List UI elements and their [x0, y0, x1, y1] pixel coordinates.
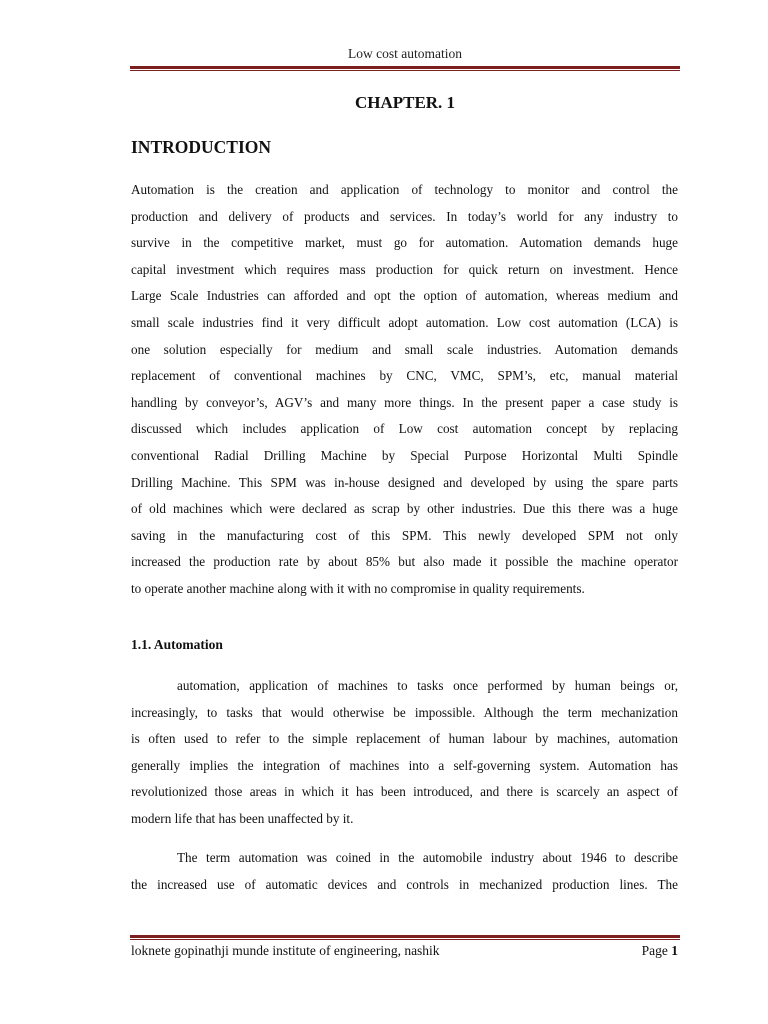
page-label: Page [641, 943, 672, 958]
text-line: replacement of conventional machines by CNC, VMC, SPM’s, etc, manual material [131, 368, 678, 384]
text-line: saving in the manufacturing cost of this SPM. This newly developed SPM not only [131, 527, 678, 543]
text-line: Automation is the creation and application of technology to monitor and control the [131, 182, 678, 197]
page-number [642, 943, 678, 959]
page-number-value: 1 [671, 943, 678, 958]
text-line: to operate another machine along with it with no compromise in quality requirements. [131, 580, 585, 596]
text-line: is often used to refer to the simple replacement of human labour by machines, automation [131, 731, 678, 747]
text-line: handling by conveyor’s, AGV’s and many more things. In the present paper a case study is [131, 394, 678, 410]
text-line: one solution especially for medium and small scale industries. Automation demands [131, 341, 678, 357]
text-line: production and delivery of products and services. In today’s world for any industry to [131, 208, 678, 224]
text-line: modern life that has been unaffected by it. [131, 810, 354, 826]
paragraph-introduction [131, 177, 678, 603]
chapter-title: INTRODUCTION [131, 137, 272, 157]
text-line: increased the production rate by about 85% but also made it possible the machine operator [131, 554, 678, 570]
chapter-label: CHAPTER. 1 [354, 93, 456, 112]
section-heading: 1.1. Automation [131, 637, 223, 652]
header-rule [130, 66, 680, 72]
text-line: generally implies the integration of machines into a self-governing system. Automation has [131, 757, 678, 773]
paragraph-term-origin [131, 845, 678, 898]
text-line: the increased use of automatic devices and controls in mechanized production lines. The [131, 876, 678, 892]
text-line: survive in the competitive market, must go for automation. Automation demands huge [131, 235, 678, 251]
text-line: conventional Radial Drilling Machine by Special Purpose Horizontal Multi Spindle [131, 447, 678, 463]
text-line: increasingly, to tasks that would otherwise be impossible. Although the term mechanization [131, 704, 678, 720]
text-line: discussed which includes application of Low cost automation concept by replacing [131, 421, 678, 437]
paragraph-automation-definition [131, 673, 678, 833]
text-line: automation, application of machines to tasks once performed by human beings or, [177, 678, 678, 693]
footer-rule [130, 935, 680, 941]
text-line: capital investment which requires mass production for quick return on investment. Hence [131, 261, 678, 277]
text-line: Large Scale Industries can afforded and opt the option of automation, whereas medium and [131, 288, 678, 304]
text-line: revolutionized those areas in which it has been introduced, and there is scarcely an aspect of [131, 784, 678, 800]
footer-institute: loknete gopinathji munde institute of engineering, nashik [131, 943, 440, 958]
text-line: of old machines which were declared as scrap by other industries. Due this there was a huge [131, 501, 678, 517]
running-header-title: Low cost automation [348, 46, 462, 61]
text-line: small scale industries find it very difficult adopt automation. Low cost automation (LCA) is [131, 314, 678, 330]
text-line: The term automation was coined in the automobile industry about 1946 to describe [177, 850, 678, 865]
text-line: Drilling Machine. This SPM was in-house designed and developed by using the spare parts [131, 474, 678, 490]
